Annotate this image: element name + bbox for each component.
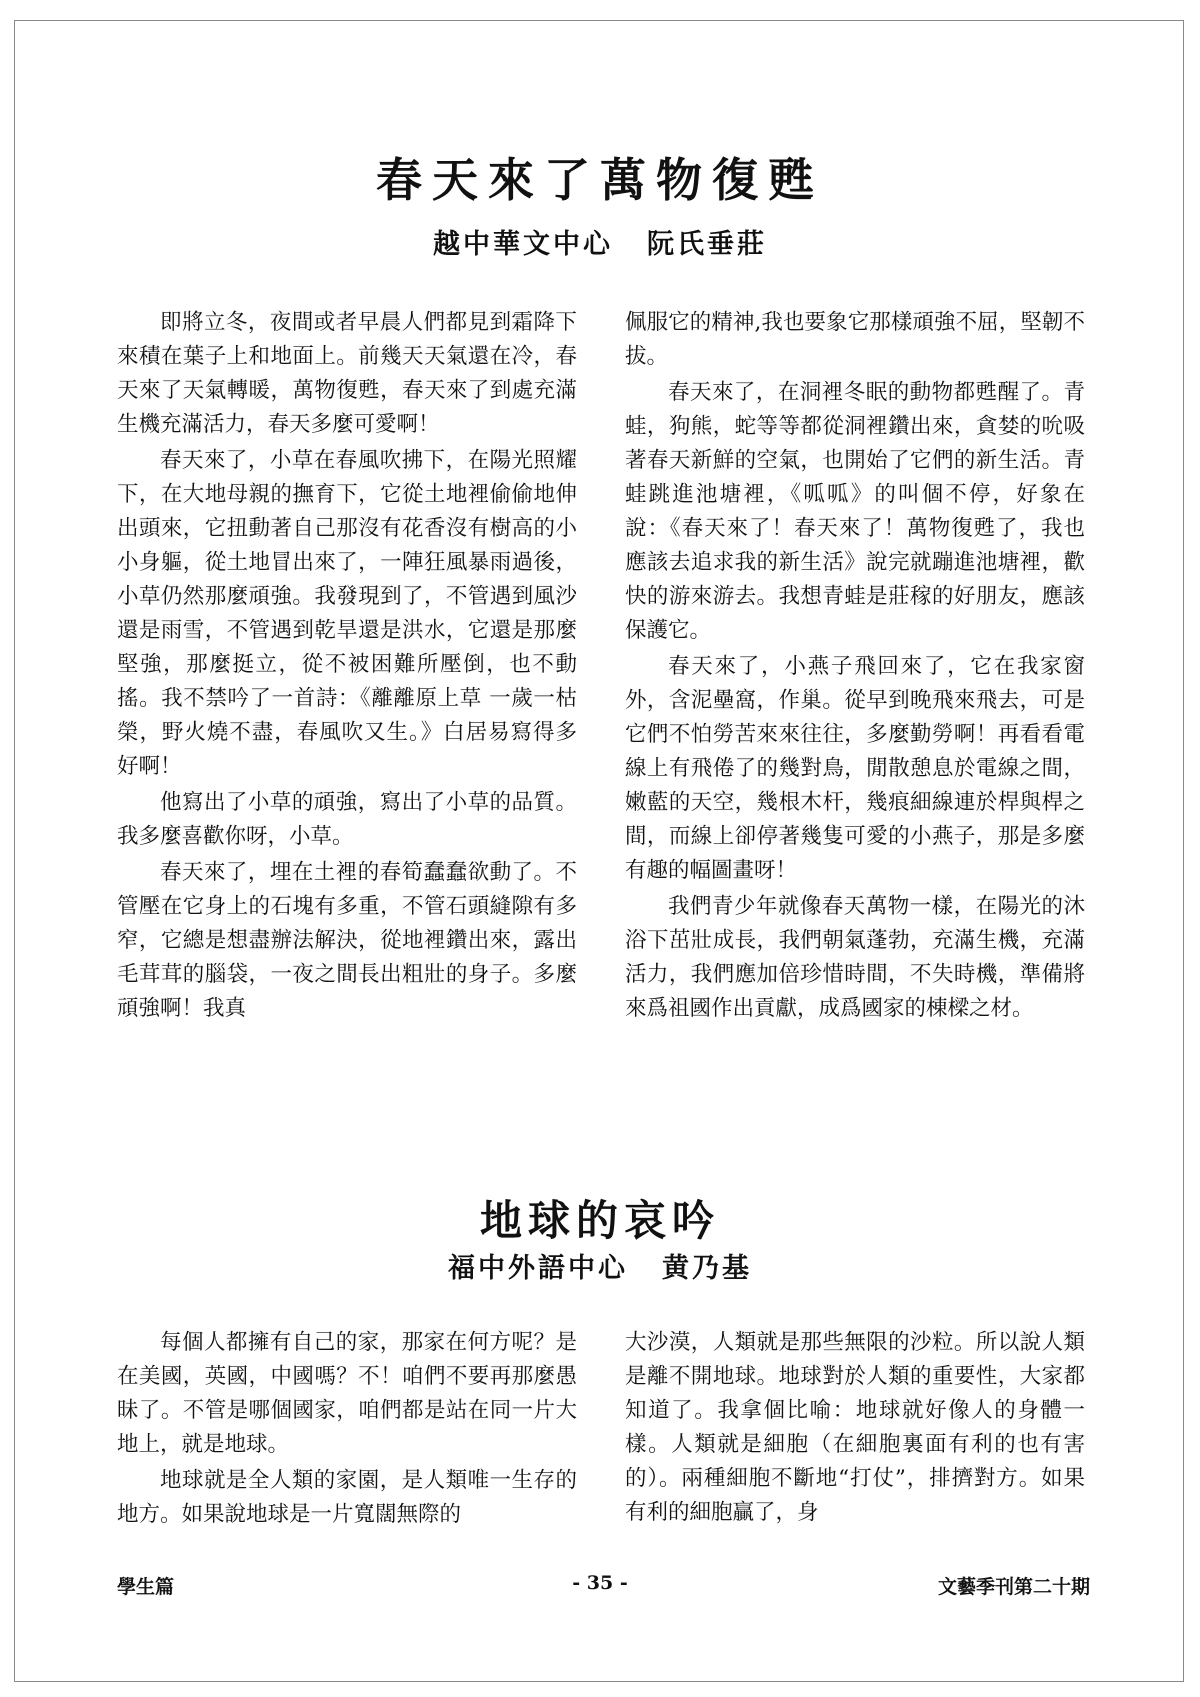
paragraph-continuation: 大沙漠，人類就是那些無限的沙粒。所以說人類是離不開地球。地球對於人類的重要性，大家都知道了。我拿個比喻：地球就好像人的身體一樣。人類就是細胞（在細胞裏面有利的也有害的）。兩種細胞不斷地“打仗”，排擠對方。如果有利的細胞贏了，身 bbox=[625, 1330, 1085, 1525]
paragraph: 他寫出了小草的頑強，寫出了小草的品質。我多麼喜歡你呀，小草。 bbox=[117, 790, 577, 849]
paragraph: 每個人都擁有自己的家，那家在何方呢？是在美國，英國，中國嗎？不！咱們不要再那麼愚昧了。不管是哪個國家，咱們都是站在同一片大地上，就是地球。 bbox=[117, 1330, 577, 1457]
article2-column-right bbox=[625, 1326, 1085, 1532]
article2-school: 福中外語中心 bbox=[448, 1253, 628, 1284]
paragraph: 地球就是全人類的家園，是人類唯一生存的地方。如果說地球是一片寬闊無際的 bbox=[117, 1468, 577, 1527]
paragraph: 即將立冬，夜間或者早晨人們都見到霜降下來積在葉子上和地面上。前幾天天氣還在冷，春天來了天氣轉暖，萬物復甦，春天來了到處充滿生機充滿活力，春天多麼可愛啊！ bbox=[117, 310, 577, 437]
article1-column-right bbox=[625, 306, 1085, 1028]
article1-title: 春天來了萬物復甦 bbox=[376, 153, 824, 207]
paragraph: 春天來了，小燕子飛回來了，它在我家窗外，含泥壘窩，作巢。從早到晚飛來飛去，可是它們不怕勞苦來來往往，多麼勤勞啊！再看看電線上有飛倦了的幾對鳥，閒散憩息於電線之間，嫩藍的天空，幾根木杆，幾痕細線連於桿與桿之間，而線上卻停著幾隻可愛的小燕子，那是多麼有趣的幅圖畫呀！ bbox=[625, 654, 1085, 883]
paragraph: 春天來了，埋在土裡的春筍蠢蠢欲動了。不管壓在它身上的石塊有多重，不管石頭縫隙有多窄，它總是想盡辦法解決，從地裡鑽出來，露出毛茸茸的腦袋，一夜之間長出粗壯的身子。多麼頑強啊！我真 bbox=[117, 860, 577, 1021]
footer-publication: 文藝季刊第二十期 bbox=[937, 1576, 1090, 1598]
article1-author: 阮氏垂莊 bbox=[647, 229, 767, 260]
article2-byline bbox=[0, 1246, 1200, 1285]
paragraph: 春天來了，在洞裡冬眠的動物都甦醒了。青蛙，狗熊，蛇等等都從洞裡鑽出來，貪婪的吮吸著春天新鮮的空氣，也開始了它們的新生活。青蛙跳進池塘裡，《呱呱》的叫個不停，好象在說：《春天來了！春天來了！萬物復甦了，我也應該去追求我的新生活》說完就蹦進池塘裡，歡快的游來游去。我想青蛙是莊稼的好朋友，應該保護它。 bbox=[625, 380, 1085, 643]
footer-section: 學生篇 bbox=[117, 1576, 175, 1598]
article2-author: 黄乃基 bbox=[662, 1253, 752, 1284]
article2-title: 地球的哀吟 bbox=[479, 1196, 720, 1245]
paragraph: 我們青少年就像春天萬物一樣，在陽光的沐浴下茁壯成長，我們朝氣蓬勃，充滿生機，充滿活力，我們應加倍珍惜時間，不失時機，準備將來爲祖國作出貢獻，成爲國家的棟樑之材。 bbox=[625, 894, 1085, 1021]
paragraph-continuation: 佩服它的精神,我也要象它那樣頑強不屈，堅韌不拔。 bbox=[625, 310, 1085, 369]
article2-column-left bbox=[117, 1326, 577, 1534]
article1-school: 越中華文中心 bbox=[433, 229, 613, 260]
article1-byline bbox=[0, 222, 1200, 261]
article1-column-left bbox=[117, 306, 577, 1028]
paragraph: 春天來了，小草在春風吹拂下，在陽光照耀下，在大地母親的撫育下，它從土地裡偷偷地伸出頭來，它扭動著自己那沒有花香沒有樹高的小小身軀，從土地冒出來了，一陣狂風暴雨過後，小草仍然那麼頑強。我發現到了，不管遇到風沙還是雨雪，不管遇到乾旱還是洪水，它還是那麼堅強，那麼挺立，從不被困難所壓倒，也不動搖。我不禁吟了一首詩：《離離原上草 一歲一枯榮，野火燒不盡，春風吹又生。》白居易寫得多好啊！ bbox=[117, 448, 577, 779]
page-number: - 35 - bbox=[572, 1572, 628, 1594]
